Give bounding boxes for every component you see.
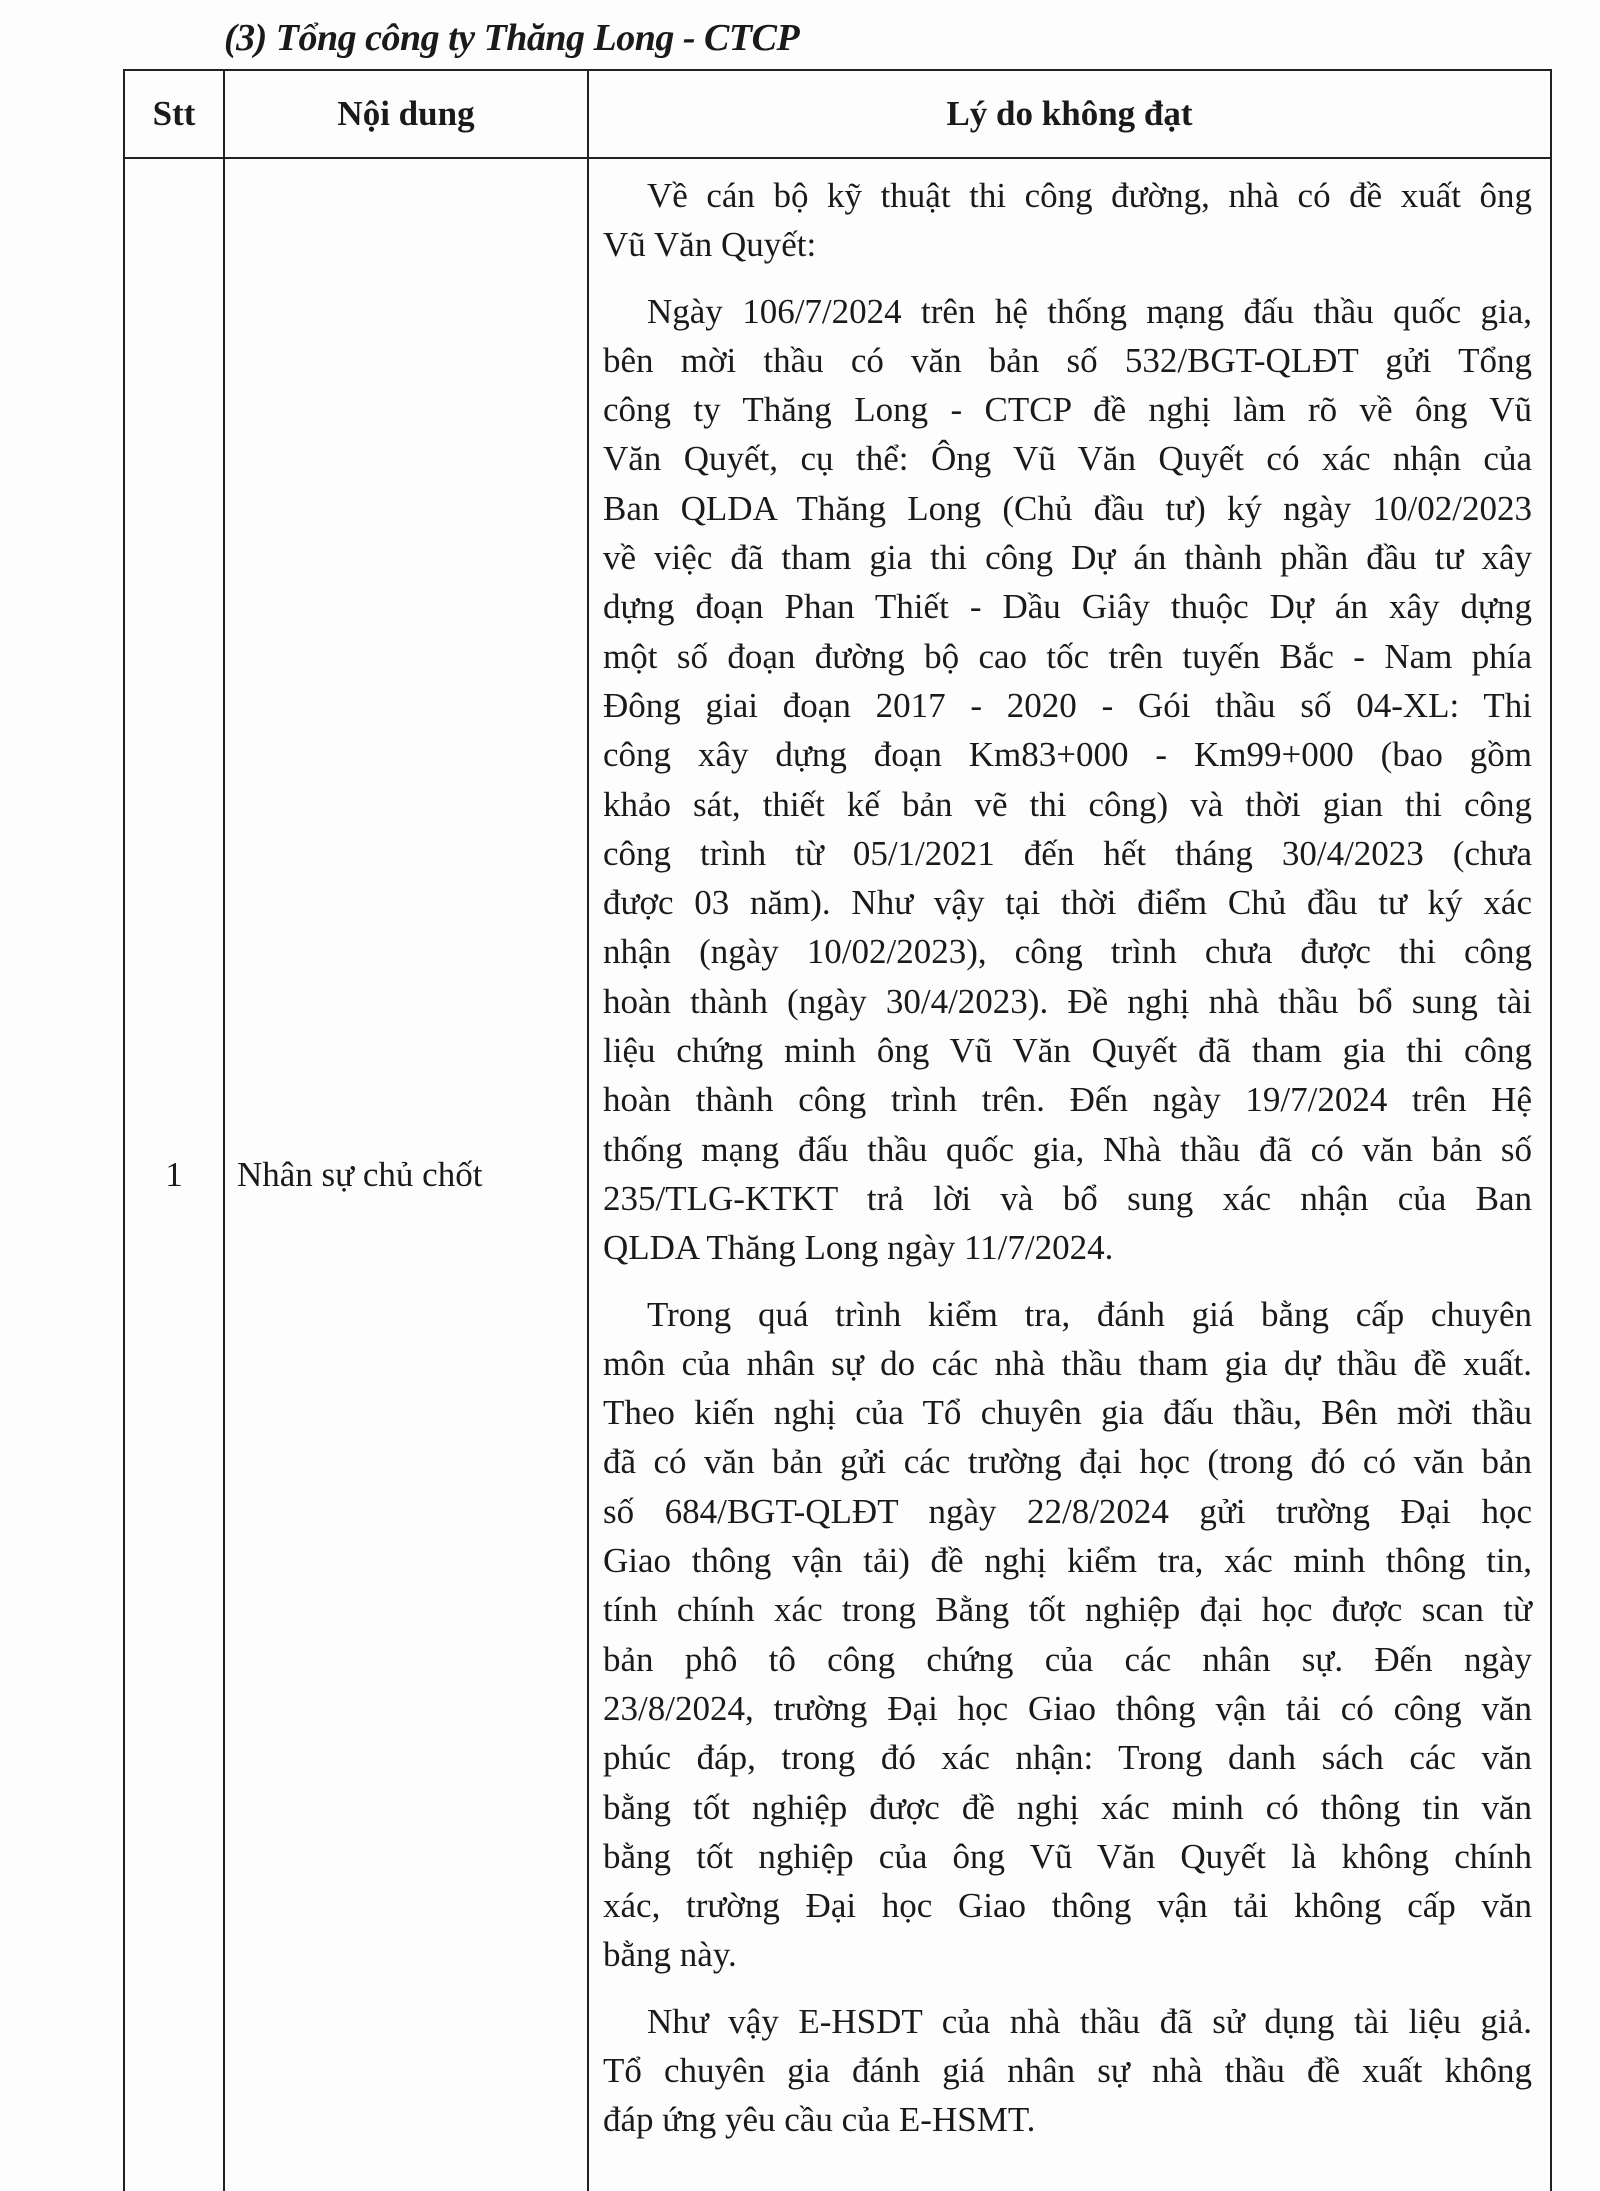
reason-line: Tổ chuyên gia đánh giá nhân sự nhà thầu đề xuất không (603, 2050, 1532, 2090)
reason-line: hoàn thành công trình trên. Đến ngày 19/7/2024 trên Hệ (603, 1080, 1532, 1120)
reason-line: công trình từ 05/1/2021 đến hết tháng 30/4/2023 (chưa (603, 833, 1532, 873)
reason-line: một số đoạn đường bộ cao tốc trên tuyến Bắc - Nam phía (603, 636, 1532, 676)
reason-line: công ty Thăng Long - CTCP đề nghị làm rõ về ông Vũ (603, 390, 1532, 430)
reason-line: Theo kiến nghị của Tổ chuyên gia đấu thầu, Bên mời thầu (603, 1393, 1532, 1433)
reason-line: Trong quá trình kiểm tra, đánh giá bằng cấp chuyên (647, 1294, 1532, 1334)
reason-line: Văn Quyết, cụ thể: Ông Vũ Văn Quyết có xác nhận của (603, 439, 1532, 479)
reason-line: đã có văn bản gửi các trường đại học (trong đó có văn bản (603, 1442, 1532, 1482)
reason-line: Vũ Văn Quyết: (603, 225, 817, 265)
row-reason (588, 158, 1551, 2191)
row-stt: 1 (124, 158, 224, 2191)
reason-line: xác, trường Đại học Giao thông vận tải không cấp văn (603, 1886, 1532, 1926)
reason-line: Đông giai đoạn 2017 - 2020 - Gói thầu số 04-XL: Thi (603, 685, 1532, 725)
reason-line: 23/8/2024, trường Đại học Giao thông vận tải có công văn (603, 1688, 1532, 1728)
reason-line: hoàn thành (ngày 30/4/2023). Đề nghị nhà thầu bổ sung tài (603, 981, 1532, 1021)
reason-line: tính chính xác trong Bằng tốt nghiệp đại học được scan từ (603, 1590, 1532, 1630)
header-stt: Stt (124, 70, 224, 158)
reason-line: Giao thông vận tải) đề nghị kiểm tra, xác minh thông tin, (603, 1541, 1532, 1581)
header-content: Nội dung (224, 70, 588, 158)
reason-line: môn của nhân sự do các nhà thầu tham gia dự thầu đề xuất. (603, 1343, 1532, 1383)
reason-paragraph (603, 287, 1532, 1273)
reason-paragraph (603, 1997, 1532, 2145)
reason-line: thống mạng đấu thầu quốc gia, Nhà thầu đã có văn bản số (603, 1129, 1532, 1169)
reason-line: số 684/BGT-QLĐT ngày 22/8/2024 gửi trường Đại học (603, 1491, 1532, 1531)
reason-line: được 03 năm). Như vậy tại thời điểm Chủ đầu tư ký xác (603, 883, 1532, 923)
reason-line: Như vậy E-HSDT của nhà thầu đã sử dụng tài liệu giả. (647, 2001, 1532, 2041)
section-title: (3) Tổng công ty Thăng Long - CTCP (224, 17, 800, 59)
header-reason: Lý do không đạt (588, 70, 1551, 158)
evaluation-table (123, 69, 1552, 2191)
table-header-row (124, 70, 1551, 158)
reason-line: về việc đã tham gia thi công Dự án thành phần đầu tư xây (603, 538, 1532, 578)
reason-line: bên mời thầu có văn bản số 532/BGT-QLĐT gửi Tổng (603, 340, 1532, 380)
reason-line: Ngày 106/7/2024 trên hệ thống mạng đấu thầu quốc gia, (647, 291, 1532, 331)
reason-line: dựng đoạn Phan Thiết - Dầu Giây thuộc Dự án xây dựng (603, 587, 1532, 627)
reason-line: phúc đáp, trong đó xác nhận: Trong danh sách các văn (603, 1738, 1532, 1778)
reason-line: bằng này. (603, 1935, 737, 1975)
reason-line: Ban QLDA Thăng Long (Chủ đầu tư) ký ngày 10/02/2023 (603, 488, 1532, 528)
row-content: Nhân sự chủ chốt (224, 158, 588, 2191)
reason-line: bằng tốt nghiệp được đề nghị xác minh có thông tin văn (603, 1787, 1532, 1827)
reason-line: QLDA Thăng Long ngày 11/7/2024. (603, 1228, 1114, 1268)
reason-paragraph (603, 171, 1532, 270)
reason-line: bằng tốt nghiệp của ông Vũ Văn Quyết là không chính (603, 1836, 1532, 1876)
reason-line: Về cán bộ kỹ thuật thi công đường, nhà có đề xuất ông (647, 176, 1532, 215)
reason-paragraph (603, 1290, 1532, 1980)
reason-line: nhận (ngày 10/02/2023), công trình chưa được thi công (603, 932, 1532, 972)
reason-line: công xây dựng đoạn Km83+000 - Km99+000 (bao gồm (603, 735, 1532, 775)
reason-line: đáp ứng yêu cầu của E-HSMT. (603, 2100, 1036, 2140)
table-row (124, 158, 1551, 2191)
reason-line: bản phô tô công chứng của các nhân sự. Đến ngày (603, 1639, 1532, 1679)
reason-line: khảo sát, thiết kế bản vẽ thi công) và thời gian thi công (603, 784, 1532, 824)
reason-line: liệu chứng minh ông Vũ Văn Quyết đã tham gia thi công (603, 1031, 1532, 1071)
reason-line: 235/TLG-KTKT trả lời và bổ sung xác nhận của Ban (603, 1178, 1532, 1218)
